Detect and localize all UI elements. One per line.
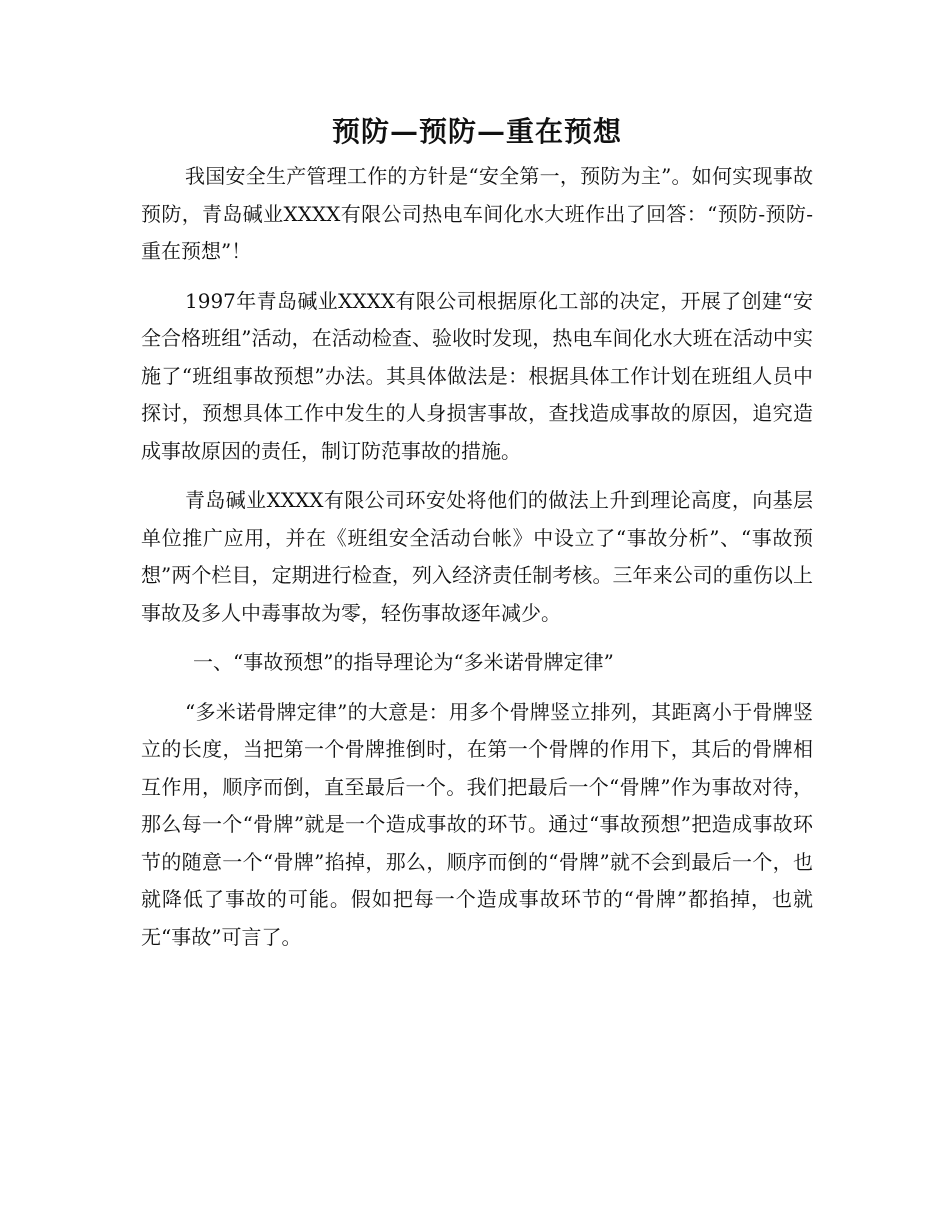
paragraph-domino-theory: “多米诺骨牌定律”的大意是：用多个骨牌竖立排列，其距离小于骨牌竖立的长度，当把第一个骨牌推倒时，在第一个骨牌的作用下，其后的骨牌相互作用，顺序而倒，直至最后一个。我们把最后一个“骨牌”作为事故对待，那么每一个“骨牌”就是一个造成事故的环节。通过“事故预想”把造成事故环节的随意一个“骨牌”掐掉，那么，顺序而倒的“骨牌”就不会到最后一个，也就降低了事故的可能。假如把每一个造成事故环节的“骨牌”都掐掉，也就无“事故”可言了。	[141, 699, 813, 949]
paragraph-intro: 我国安全生产管理工作的方针是“安全第一，预防为主”。如何实现事故预防，青岛碱业XXXX有限公司热电车间化水大班作出了回答：“预防-预防-重在预想”！	[141, 164, 813, 263]
document-body	[141, 110, 813, 968]
document-title: 预防—预防—重在预想	[331, 115, 622, 148]
section-heading-1: 一、“事故预想”的指导理论为“多米诺骨牌定律”	[193, 650, 614, 674]
paragraph-promotion: 青岛碱业XXXX有限公司环安处将他们的做法上升到理论高度，向基层单位推广应用，并在《班组安全活动台帐》中设立了“事故分析”、“事故预想”两个栏目，定期进行检查，列入经济责任制考核。三年来公司的重伤以上事故及多人中毒事故为零，轻伤事故逐年减少。	[141, 488, 813, 625]
paragraph-background: 1997年青岛碱业XXXX有限公司根据原化工部的决定，开展了创建“安全合格班组”活动，在活动检查、验收时发现，热电车间化水大班在活动中实施了“班组事故预想”办法。其具体做法是：根据具体工作计划在班组人员中探讨，预想具体工作中发生的人身损害事故，查找造成事故的原因，追究造成事故原因的责任，制订防范事故的措施。	[141, 288, 813, 463]
